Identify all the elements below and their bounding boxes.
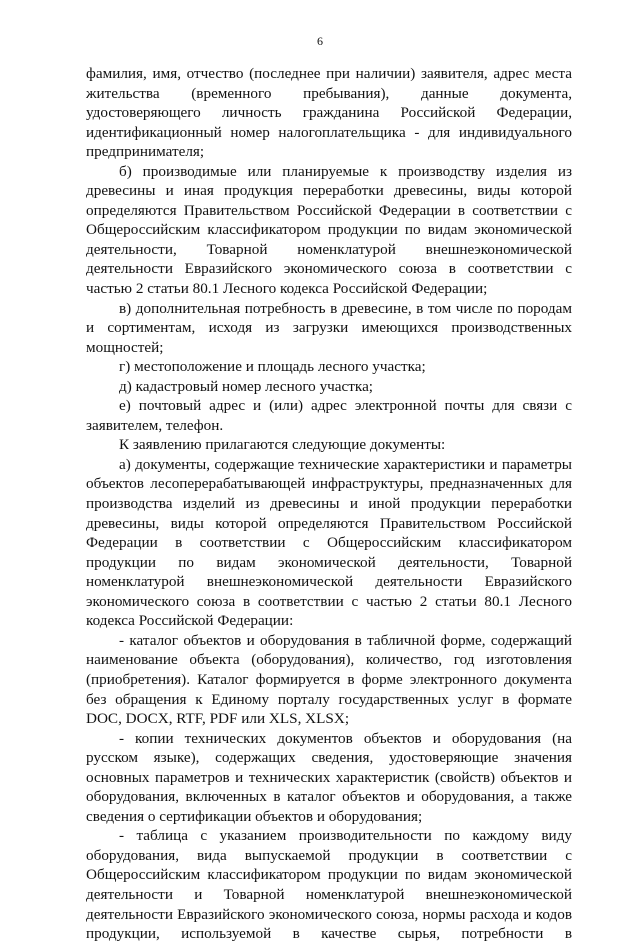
paragraph-attachment-a-documents: а) документы, содержащие технические характеристики и параметры объектов лесоперерабатывающей инфраструктуры, предназначенных для производства изделий из древесины и иной продукции переработки древесины, виды которой определяются Правительством Российской Федерации в соответствии с Общероссийским классификатором продукции по видам экономической деятельности, Товарной номенклатурой внешнеэкономической деятельности Евразийского экономического союза в соответствии с частью 2 статьи 80.1 Лесного кодекса Российской Федерации: xyxy=(86,455,572,630)
paragraph-item-d-cadastral-number: д) кадастровый номер лесного участка; xyxy=(119,377,374,395)
document-body xyxy=(86,64,572,944)
paragraph-attachments-intro: К заявлению прилагаются следующие документы: xyxy=(119,436,446,454)
paragraph-bullet-technical-copies: - копии технических документов объектов и оборудования (на русском языке), содержащих сведения, удостоверяющие значения основных параметров и технических характеристик (свойств) объектов и оборудования, включенных в каталог объектов и оборудования, а также сведения о сертификации объектов и оборудования; xyxy=(86,729,572,825)
page-number: 6 xyxy=(317,34,323,48)
paragraph-item-g-location: г) местоположение и площадь лесного участка; xyxy=(119,358,426,376)
paragraph-item-e-contacts: е) почтовый адрес и (или) адрес электронной почты для связи с заявителем, телефон. xyxy=(86,397,572,434)
paragraph-bullet-catalog: - каталог объектов и оборудования в табличной форме, содержащий наименование объекта (оборудования), количество, год изготовления (приобретения). Каталог формируется в форме электронного документа без обращения к Единому порталу государственных услуг в формате DOC, DOCX, RTF, PDF или XLS, XLSX; xyxy=(86,631,572,728)
paragraph-item-b-products: б) производимые или планируемые к производству изделия из древесины и иная продукция переработки древесины, виды которой определяются Правительством Российской Федерации в соответствии с Общероссийским классификатором продукции по видам экономической деятельности, Товарной номенклатурой внешнеэкономической деятельности Евразийского экономического союза в соответствии с частью 2 статьи 80.1 Лесного кодекса Российской Федерации; xyxy=(86,162,572,298)
paragraph-bullet-productivity-table: - таблица с указанием производительности по каждому виду оборудования, вида выпускаемой продукции в соответствии с Общероссийским классификатором продукции по видам экономической деятельности и Товарной номенклатурой внешнеэкономической деятельности Евразийского экономического союза, нормы расхода и кодов продукции, используемой в качестве сырья, потребности в xyxy=(86,827,572,943)
paragraph-applicant-details: фамилия, имя, отчество (последнее при наличии) заявителя, адрес места жительства (временного пребывания), данные документа, удостоверяющего личность гражданина Российской Федерации, идентификационный номер налогоплательщика - для индивидуального предпринимателя; xyxy=(86,65,572,161)
paragraph-item-v-wood-demand: в) дополнительная потребность в древесине, в том числе по породам и сортиментам, исходя из загрузки имеющихся производственных мощностей; xyxy=(86,299,572,356)
